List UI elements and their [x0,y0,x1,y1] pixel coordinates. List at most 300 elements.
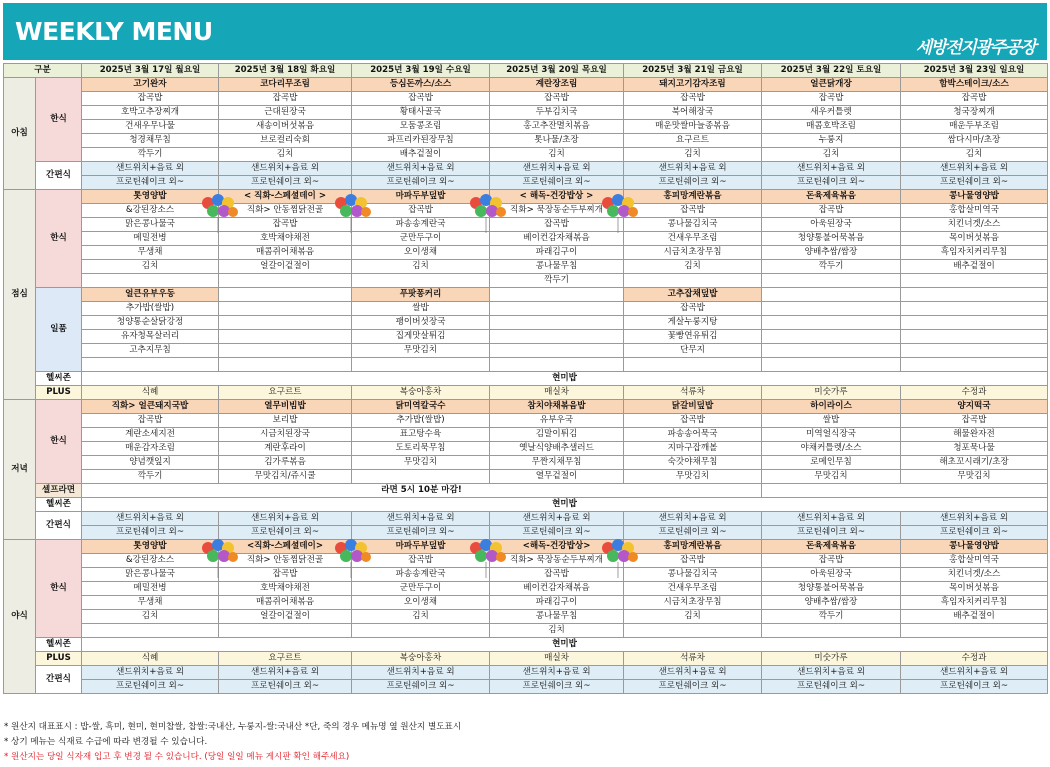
category-wellness: 헬씨존 [36,638,82,652]
balloons-decoration [333,538,373,580]
balloons-decoration [468,193,508,235]
snack-cell: 샌드위치+음료 외 [82,666,219,680]
empty-cell [762,344,901,358]
empty-cell [762,288,901,302]
table-row [4,568,1048,582]
column-header-day: 2025년 3월 19일 수요일 [352,64,490,78]
menu-item-cell [219,274,352,288]
menu-item-cell: 호박채야채전 [219,232,352,246]
menu-item-cell: 얼갈이겉절이 [219,260,352,274]
meal-lunch: 점심 [4,190,36,400]
category-simple: 간편식 [36,666,82,694]
menu-item-cell: 고추지무침 [82,344,219,358]
balloons-decoration [200,193,240,235]
menu-item-cell: 호박고추장찌개 [82,106,219,120]
weekly-menu-table [3,63,1048,694]
category-simple: 간편식 [36,512,82,540]
menu-item-cell: 콩나물무침 [490,610,624,624]
menu-item-cell: 두부김치국 [490,106,624,120]
menu-item-cell: 무맛김치/쥬시쿨 [219,470,352,484]
column-header-day: 2025년 3월 21일 금요일 [624,64,762,78]
menu-item-cell: 파송송계란국 [352,568,490,582]
main-dish-cell: 계란장조림 [490,78,624,92]
menu-item-cell: 호박채야채전 [219,582,352,596]
table-row [4,400,1048,414]
snack-cell: 프로틴쉐이크 외~ [762,526,901,540]
table-row [4,470,1048,484]
menu-item-cell: 아욱된장국 [762,218,901,232]
plus-cell: 식혜 [82,386,219,400]
snack-cell: 샌드위치+음료 외 [219,512,352,526]
menu-item-cell: 양배추쌈/쌈장 [762,246,901,260]
menu-item-cell: 파래김구이 [490,246,624,260]
table-row [4,428,1048,442]
table-row [4,120,1048,134]
menu-item-cell: 잡곡밥 [352,204,490,218]
menu-item-cell: 청양통불어묵볶음 [762,232,901,246]
menu-item-cell: 도토리묵무침 [352,442,490,456]
menu-item-cell: 잡곡밥 [219,568,352,582]
balloons-decoration [468,538,508,580]
menu-item-cell: 보리밥 [219,414,352,428]
snack-cell: 샌드위치+음료 외 [352,666,490,680]
menu-item-cell: 김치 [490,148,624,162]
table-row [4,330,1048,344]
menu-item-cell: 유부우국 [490,414,624,428]
menu-item-cell: 잡곡밥 [82,414,219,428]
menu-item-cell: 잡곡밥 [624,92,762,106]
menu-item-cell: 매콤호박조림 [762,120,901,134]
menu-item-cell [624,358,762,372]
menu-item-cell: 양념깻잎지 [82,456,219,470]
plus-cell: 석류차 [624,652,762,666]
menu-item-cell: 잡곡밥 [624,204,762,218]
empty-cell [490,344,624,358]
menu-item-cell: 메밀전병 [82,232,219,246]
footer-change-note: * 상기 메뉴는 식재료 수급에 따라 변경될 수 있습니다. [4,737,208,747]
category-korean: 한식 [36,190,82,288]
menu-item-cell: 김치 [219,148,352,162]
menu-item-cell: 로메인무침 [762,456,901,470]
meal-night: 야식 [4,540,36,694]
menu-item-cell: 배추겉절이 [352,148,490,162]
plus-cell: 미숫가루 [762,652,901,666]
table-row [4,232,1048,246]
menu-item-cell: 아욱된장국 [762,568,901,582]
table-row [4,414,1048,428]
menu-item-cell: 매운두부조림 [901,120,1048,134]
main-dish-cell: 열무비빔밥 [219,400,352,414]
empty-cell [762,484,1048,498]
menu-item-cell: 김치 [82,610,219,624]
menu-item-cell [219,624,352,638]
menu-item-cell: 계란후라이 [219,442,352,456]
snack-cell: 샌드위치+음료 외 [352,512,490,526]
menu-item-cell: 김치 [901,148,1048,162]
snack-cell: 프로틴쉐이크 외~ [82,680,219,694]
menu-item-cell: 꽃빵연유튀김 [624,330,762,344]
empty-cell [219,302,352,316]
menu-item-cell: 깍두기 [762,610,901,624]
menu-item-cell [82,358,219,372]
table-row [4,540,1048,554]
menu-item-cell: 잡곡밥 [490,92,624,106]
menu-item-cell: 숙갓야채무침 [624,456,762,470]
snack-cell: 프로틴쉐이크 외~ [762,680,901,694]
menu-item-cell: 팽이버섯장국 [352,316,490,330]
column-header-day: 2025년 3월 17일 월요일 [82,64,219,78]
table-row [4,554,1048,568]
category-wellness: 헬씨존 [36,372,82,386]
empty-cell [219,316,352,330]
menu-item-cell: 깍두기 [82,470,219,484]
main-dish-cell: 홍피망계란볶음 [624,540,762,554]
table-row [4,372,1048,386]
menu-item-cell: 김치 [624,610,762,624]
wellness-cell: 현미밥 [82,638,1048,652]
main-dish-cell: 돼지고기감자조림 [624,78,762,92]
table-row [4,610,1048,624]
snack-cell: 프로틴쉐이크 외~ [762,176,901,190]
menu-item-cell [762,274,901,288]
menu-item-cell: 건새우무조림 [624,582,762,596]
menu-item-cell: 잡곡밥 [219,92,352,106]
snack-cell: 프로틴쉐이크 외~ [901,680,1048,694]
menu-item-cell [901,624,1048,638]
plus-cell: 수정과 [901,652,1048,666]
empty-cell [901,316,1048,330]
balloons-decoration [600,538,640,580]
main-dish-cell: 하이라이스 [762,400,901,414]
menu-item-cell: 표고탕수육 [352,428,490,442]
menu-item-cell: 요구르트 [624,134,762,148]
table-row [4,92,1048,106]
menu-item-cell: 콩나물김치국 [624,568,762,582]
table-row [4,274,1048,288]
plus-cell: 석류차 [624,386,762,400]
main-dish-cell: 닭갈비덮밥 [624,400,762,414]
empty-cell [901,358,1048,372]
menu-item-cell: 메밀전병 [82,582,219,596]
plus-cell: 식혜 [82,652,219,666]
main-dish-cell: <해독-건강밥상> [490,540,624,554]
main-dish-cell: 돈육제육볶음 [762,190,901,204]
main-dish-cell: 참치야채볶음밥 [490,400,624,414]
menu-item-cell: 시금치된장국 [219,428,352,442]
column-header-day: 2025년 3월 23일 일요일 [901,64,1048,78]
weekly-menu-table-wrap [3,63,1047,694]
menu-item-cell: 황태사골국 [352,106,490,120]
menu-item-cell: 집게맛살튀김 [352,330,490,344]
menu-item-cell: 김치 [624,148,762,162]
snack-cell: 샌드위치+음료 외 [624,512,762,526]
menu-item-cell [901,274,1048,288]
empty-cell [490,330,624,344]
snack-cell: 프로틴쉐이크 외~ [219,526,352,540]
table-row [4,456,1048,470]
snack-cell: 샌드위치+음료 외 [901,666,1048,680]
snack-cell: 프로틴쉐이크 외~ [219,680,352,694]
menu-item-cell: 홍고추잔멸치볶음 [490,120,624,134]
table-row [4,148,1048,162]
snack-cell: 샌드위치+음료 외 [82,162,219,176]
menu-item-cell: 청양통순살닭강정 [82,316,219,330]
column-header-day: 2025년 3월 22일 토요일 [762,64,901,78]
menu-item-cell: 김치 [762,148,901,162]
main-dish-cell: 양지떡국 [901,400,1048,414]
menu-item-cell: 오이생채 [352,596,490,610]
menu-item-cell: 무맛김치 [624,470,762,484]
empty-cell [490,288,624,302]
empty-cell [490,302,624,316]
main-dish-cell: 직화> 얼큰돼지국밥 [82,400,219,414]
table-row [4,526,1048,540]
menu-item-cell: 잡곡밥 [762,92,901,106]
column-header-label: 구분 [4,64,82,78]
plus-cell: 수정과 [901,386,1048,400]
menu-item-cell: 파송송어묵국 [624,428,762,442]
category-plus: PLUS [36,652,82,666]
menu-item-cell: 야채커틀렛/소스 [762,442,901,456]
table-row [4,316,1048,330]
snack-cell: 프로틴쉐이크 외~ [490,176,624,190]
menu-item-cell: 북어해장국 [624,106,762,120]
menu-item-cell: 김치 [82,260,219,274]
main-dish-cell: 홍피망계란볶음 [624,190,762,204]
snack-cell: 프로틴쉐이크 외~ [624,526,762,540]
category-plus: PLUS [36,386,82,400]
menu-item-cell: 파프리카된장무침 [352,134,490,148]
menu-item-cell: 잡곡밥 [901,92,1048,106]
menu-item-cell [352,624,490,638]
footer-origin-note: * 원산지 대표표시 : 밥-쌀, 흑미, 현미, 현미찹쌀, 찹쌀:국내산, 누룽지-쌀:국내산 *단, 죽의 경우 메뉴명 옆 원산지 별도표시 [4,722,462,732]
main-dish-cell: 톳영양밥 [82,540,219,554]
main-dish-cell: 코다리무조림 [219,78,352,92]
column-header-day: 2025년 3월 20일 목요일 [490,64,624,78]
menu-item-cell: 무생채 [82,596,219,610]
menu-item-cell: 단무지 [624,344,762,358]
menu-item-cell: 추가밥(쌀밥) [82,302,219,316]
snack-cell: 샌드위치+음료 외 [901,162,1048,176]
menu-item-cell: 홍합살미역국 [901,554,1048,568]
table-row [4,442,1048,456]
snack-cell: 프로틴쉐이크 외~ [352,526,490,540]
menu-item-cell: 쌈다시마/초장 [901,134,1048,148]
menu-item-cell: 치킨너겟/소스 [901,218,1048,232]
category-wellness: 헬씨존 [36,498,82,512]
main-dish-cell: 얼큰닭개장 [762,78,901,92]
table-row [4,106,1048,120]
main-dish-cell: 얼큰유부우동 [82,288,219,302]
empty-cell [901,344,1048,358]
menu-item-cell: 맑은콩나물국 [82,218,219,232]
balloons-decoration [200,538,240,580]
menu-item-cell: 해초꼬시래기/초장 [901,456,1048,470]
menu-item-cell: 양배추쌈/쌈장 [762,596,901,610]
menu-item-cell [352,358,490,372]
snack-cell: 샌드위치+음료 외 [490,162,624,176]
snack-cell: 샌드위치+음료 외 [219,666,352,680]
menu-item-cell: 군만두구이 [352,582,490,596]
table-row [4,358,1048,372]
category-korean: 한식 [36,400,82,484]
menu-item-cell: &강된장소스 [82,554,219,568]
menu-item-cell: 시금치초장무침 [624,246,762,260]
main-dish-cell: <직화-스페셜데이> [219,540,352,554]
table-row [4,666,1048,680]
menu-item-cell: 흑임자치커리무침 [901,596,1048,610]
menu-item-cell: 무짠지채무침 [490,456,624,470]
menu-item-cell: 콩나물김치국 [624,218,762,232]
empty-cell [762,302,901,316]
menu-item-cell: 잡곡밥 [901,414,1048,428]
menu-item-cell: 흑임자치커리무침 [901,246,1048,260]
menu-item-cell: 잡곡밥 [624,302,762,316]
main-dish-cell: 톳영양밥 [82,190,219,204]
table-row [4,204,1048,218]
menu-item-cell: 김가루볶음 [219,456,352,470]
snack-cell: 프로틴쉐이크 외~ [490,680,624,694]
menu-item-cell: 잡곡밥 [624,554,762,568]
menu-item-cell: 잡곡밥 [624,414,762,428]
menu-item-cell: 깍두기 [490,274,624,288]
menu-item-cell: 베이컨감자채볶음 [490,232,624,246]
menu-item-cell [82,624,219,638]
snack-cell: 샌드위치+음료 외 [762,512,901,526]
main-dish-cell: 마파두부덮밥 [352,540,490,554]
snack-cell: 프로틴쉐이크 외~ [624,176,762,190]
menu-item-cell: 무맛김치 [352,344,490,358]
table-row [4,582,1048,596]
table-row [4,484,1048,498]
table-row [4,64,1048,78]
snack-cell: 프로틴쉐이크 외~ [352,680,490,694]
menu-item-cell: 잡곡밥 [352,92,490,106]
main-dish-cell: 고추잡채덮밥 [624,288,762,302]
main-dish-cell: 돈육제육볶음 [762,540,901,554]
menu-item-cell: 잡곡밥 [490,218,624,232]
menu-item-cell: 건새우무나물 [82,120,219,134]
menu-item-cell: 매운감자조림 [82,442,219,456]
menu-item-cell: 맑은콩나물국 [82,568,219,582]
table-row [4,260,1048,274]
empty-cell [762,330,901,344]
menu-item-cell [624,274,762,288]
wellness-cell: 현미밥 [82,498,1048,512]
menu-item-cell: 잡곡밥 [762,554,901,568]
menu-item-cell: 옛날식양배추샐러드 [490,442,624,456]
snack-cell: 프로틴쉐이크 외~ [490,526,624,540]
balloons-decoration [333,193,373,235]
snack-cell: 샌드위치+음료 외 [490,512,624,526]
menu-item-cell [352,274,490,288]
menu-item-cell: 미역얼식장국 [762,428,901,442]
menu-item-cell: 청포묵나물 [901,442,1048,456]
table-row [4,190,1048,204]
main-dish-cell: 콩나물영양밥 [901,540,1048,554]
snack-cell: 샌드위치+음료 외 [82,512,219,526]
table-row [4,162,1048,176]
empty-cell [219,344,352,358]
empty-cell [901,302,1048,316]
menu-item-cell: 파래김구이 [490,596,624,610]
menu-item-cell: 김치 [352,260,490,274]
category-simple: 간편식 [36,162,82,190]
menu-item-cell: 무맛김치 [352,456,490,470]
plus-cell: 매실차 [490,652,624,666]
snack-cell: 샌드위치+음료 외 [762,666,901,680]
footer-warning-note: * 원산지는 당일 식자재 입고 후 변경 될 수 있습니다. (당일 일일 메뉴 게시판 확인 해주세요) [4,752,350,762]
table-row [4,386,1048,400]
table-row [4,624,1048,638]
category-korean: 한식 [36,78,82,162]
menu-item-cell: 브로컬리숙회 [219,134,352,148]
table-row [4,246,1048,260]
menu-item-cell: 무맛김치 [901,470,1048,484]
menu-item-cell: 직화> 묵장동순두부찌개 [490,554,624,568]
category-ilpum: 일품 [36,288,82,372]
menu-item-cell: 매콤쥐어채볶음 [219,246,352,260]
empty-cell [219,358,352,372]
menu-item-cell [624,624,762,638]
category-selframen: 셀프라면 [36,484,82,498]
snack-cell: 프로틴쉐이크 외~ [82,526,219,540]
plus-cell: 요구르트 [219,386,352,400]
snack-cell: 샌드위치+음료 외 [624,666,762,680]
menu-item-cell [762,624,901,638]
menu-item-cell: 계란소세지전 [82,428,219,442]
table-row [4,134,1048,148]
menu-item-cell: 파송송계란국 [352,218,490,232]
plus-cell: 매실차 [490,386,624,400]
meal-breakfast: 아침 [4,78,36,190]
table-row [4,638,1048,652]
table-row [4,498,1048,512]
main-dish-cell: 마파두부덮밥 [352,190,490,204]
empty-cell [490,358,624,372]
table-row [4,78,1048,92]
main-dish-cell: < 직화-스페셜데이 > [219,190,352,204]
menu-item-cell: 게살누룽지탕 [624,316,762,330]
main-dish-cell: < 해독-건강밥상 > [490,190,624,204]
snack-cell: 샌드위치+음료 외 [219,162,352,176]
menu-item-cell: 잡곡밥 [352,554,490,568]
menu-item-cell: 잡곡밥 [82,92,219,106]
menu-item-cell: 청양통불어묵볶음 [762,582,901,596]
menu-item-cell: 김치 [352,610,490,624]
main-dish-cell: 푸팟퐁커리 [352,288,490,302]
menu-item-cell: 깍두기 [762,260,901,274]
wellness-cell: 현미밥 [82,372,1048,386]
menu-item-cell: 근대된장국 [219,106,352,120]
menu-item-cell: &강된장소스 [82,204,219,218]
menu-item-cell: 톳나물/초장 [490,134,624,148]
plus-cell: 미숫가루 [762,386,901,400]
plus-cell: 복숭아홍차 [352,386,490,400]
empty-cell [901,288,1048,302]
empty-cell [219,330,352,344]
main-dish-cell: 등심돈까스/소스 [352,78,490,92]
menu-item-cell: 김말이튀김 [490,428,624,442]
menu-item-cell: 유자청목살러리 [82,330,219,344]
menu-item-cell: 군만두구이 [352,232,490,246]
snack-cell: 샌드위치+음료 외 [901,512,1048,526]
snack-cell: 프로틴쉐이크 외~ [901,526,1048,540]
brand-logo-text: 세방전지광주공장 [915,38,1035,58]
menu-item-cell: 쌀밥 [762,414,901,428]
snack-cell: 샌드위치+음료 외 [352,162,490,176]
menu-item-cell: 얼갈이겉절이 [219,610,352,624]
